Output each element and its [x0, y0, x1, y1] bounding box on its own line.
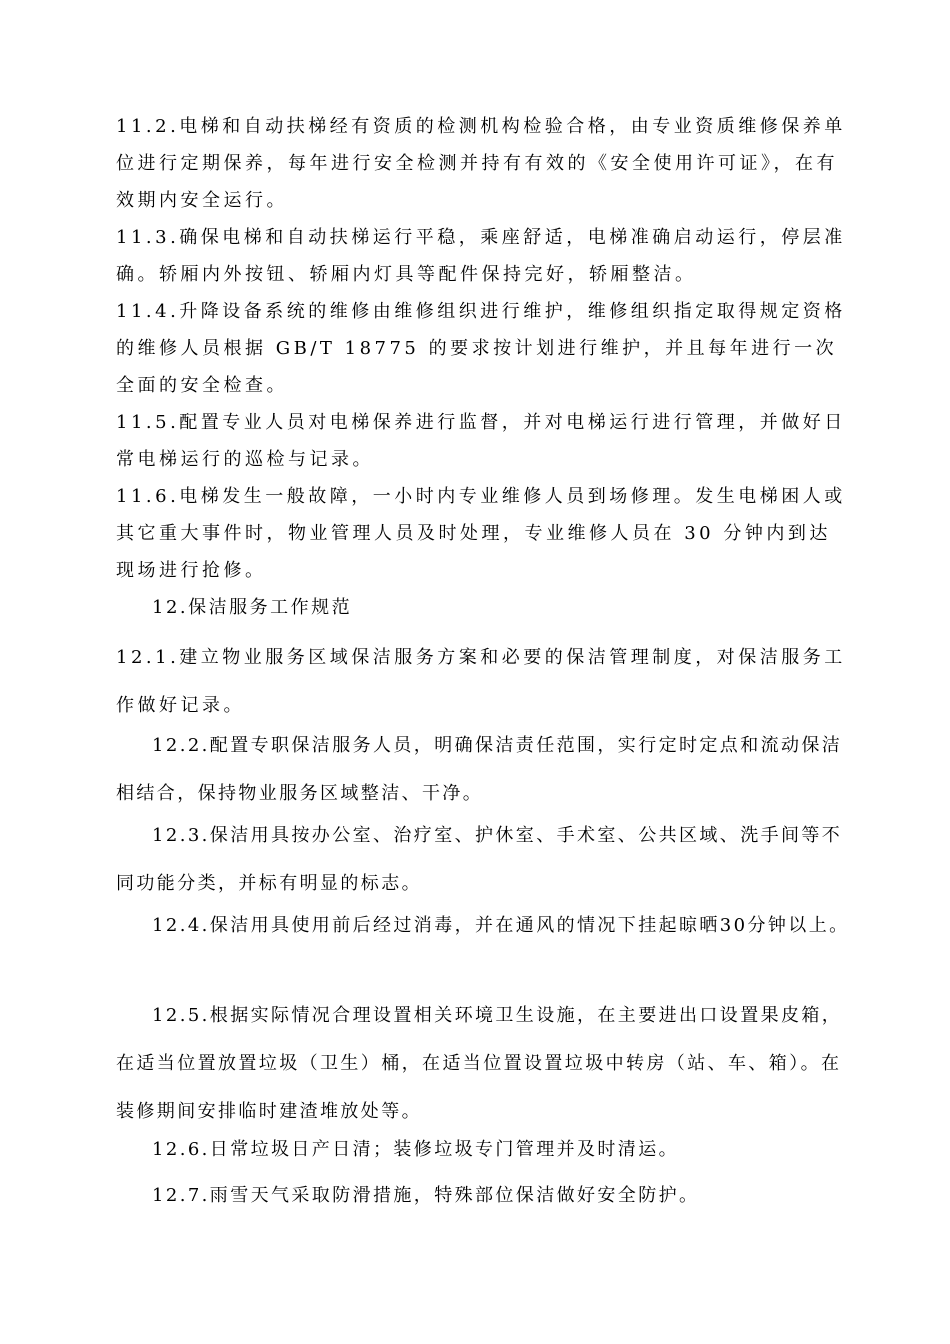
- paragraph-12-6: 12.6.日常垃圾日产日清；装修垃圾专门管理并及时清运。: [152, 1139, 679, 1160]
- section-heading-12: 12.保洁服务工作规范: [152, 597, 353, 618]
- paragraph-11-5: 11.5.配置专业人员对电梯保养进行监督，并对电梯运行进行管理，并做好日常电梯运行的巡检与记录。: [116, 412, 846, 470]
- paragraph-12-3: 12.3.保洁用具按办公室、治疗室、护休室、手术室、公共区域、洗手间等不同功能分类，并标有明显的标志。: [116, 825, 843, 894]
- paragraph-12-2: 12.2.配置专职保洁服务人员，明确保洁责任范围，实行定时定点和流动保洁相结合，保持物业服务区域整洁、干净。: [116, 735, 843, 804]
- paragraph-11-3: 11.3.确保电梯和自动扶梯运行平稳，乘座舒适，电梯准确启动运行，停层准确。轿厢内外按钮、轿厢内灯具等配件保持完好，轿厢整洁。: [116, 227, 846, 285]
- paragraph-12-1: 12.1.建立物业服务区域保洁服务方案和必要的保洁管理制度，对保洁服务工作做好记录。: [116, 647, 846, 716]
- paragraph-12-4: 12.4.保洁用具使用前后经过消毒，并在通风的情况下挂起晾晒30分钟以上。: [152, 915, 850, 936]
- paragraph-12-7: 12.7.雨雪天气采取防滑措施，特殊部位保洁做好安全防护。: [152, 1185, 700, 1206]
- paragraph-11-2: 11.2.电梯和自动扶梯经有资质的检测机构检验合格，由专业资质维修保养单位进行定期保养，每年进行安全检测并持有有效的《安全使用许可证》，在有效期内安全运行。: [116, 116, 846, 211]
- paragraph-11-6: 11.6.电梯发生一般故障，一小时内专业维修人员到场修理。发生电梯困人或其它重大事件时，物业管理人员及时处理，专业维修人员在 30 分钟内到达现场进行抢修。: [116, 486, 846, 581]
- paragraph-12-5: 12.5.根据实际情况合理设置相关环境卫生设施，在主要进出口设置果皮箱，在适当位置放置垃圾（卫生）桶，在适当位置设置垃圾中转房（站、车、箱）。在装修期间安排临时建渣堆放处等。: [116, 1005, 843, 1122]
- paragraph-11-4: 11.4.升降设备系统的维修由维修组织进行维护，维修组织指定取得规定资格的维修人员根据 GB/T 18775 的要求按计划进行维护，并且每年进行一次全面的安全检查。: [116, 301, 846, 396]
